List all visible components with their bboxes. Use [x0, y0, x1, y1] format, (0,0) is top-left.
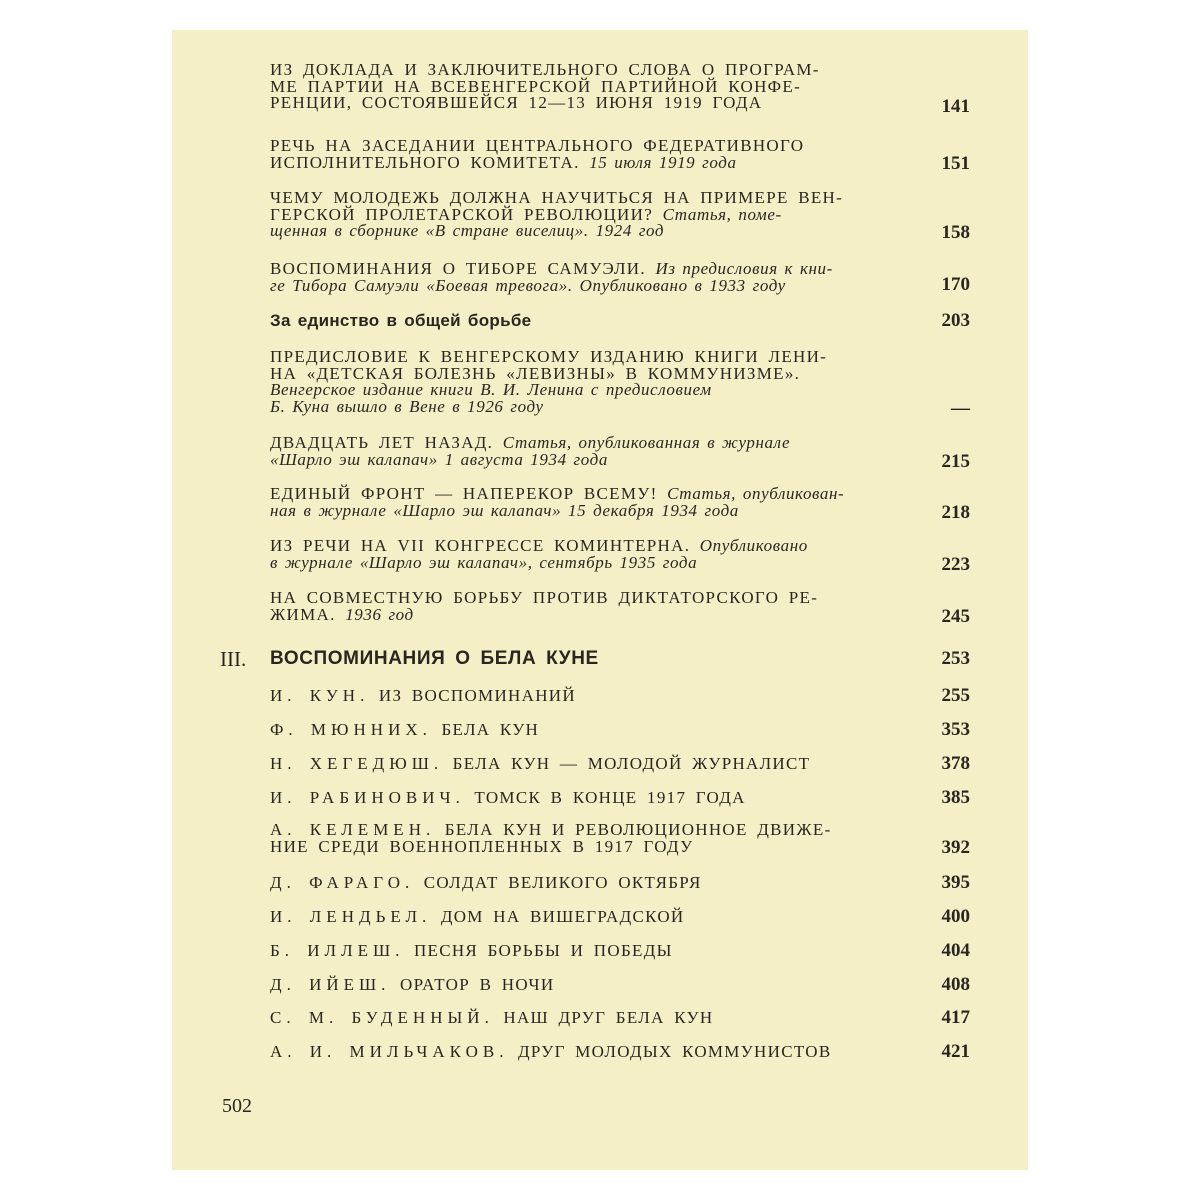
entry-title-text: СОЛДАТ ВЕЛИКОГО ОКТЯБРЯ: [414, 873, 702, 892]
entry-title-text: НИЕ СРЕДИ ВОЕННОПЛЕННЫХ В 1917 ГОДУ: [270, 836, 694, 856]
entry-line: [270, 934, 970, 968]
page-number-ref: 151: [941, 153, 970, 174]
section-numeral: III.: [220, 647, 247, 671]
entry-line: [270, 713, 970, 747]
page-number-ref: 215: [941, 451, 970, 472]
toc-entry: [270, 1035, 970, 1069]
entry-title-text: МЕ ПАРТИИ НА ВСЕВЕНГЕРСКОЙ ПАРТИЙНОЙ КОНФЕ-: [270, 76, 802, 96]
entry-title-text: ИСПОЛНИТЕЛЬНОГО КОМИТЕТА.: [270, 152, 590, 172]
page-number-ref: 141: [941, 96, 970, 117]
toc-entry: [270, 349, 970, 415]
folio-page-number: 502: [222, 1095, 252, 1117]
heading-line: [270, 642, 970, 676]
page-number-ref: 400: [941, 906, 970, 927]
entry-title-text: ПРЕДИСЛОВИЕ К ВЕНГЕРСКОМУ ИЗДАНИЮ КНИГИ ЛЕНИ-: [270, 347, 828, 366]
entry-note-italic: Из предисловия к кни-: [655, 259, 833, 278]
toc-entry: [270, 538, 970, 571]
page-number-ref: 408: [941, 974, 970, 995]
entry-title-text: НАШ ДРУГ БЕЛА КУН: [493, 1008, 714, 1027]
entry-line: [270, 449, 970, 469]
toc-entry: [270, 190, 970, 240]
page-number-ref: 404: [941, 940, 970, 961]
entry-title-text: ИЗ ВОСПОМИНАНИЙ: [369, 686, 576, 705]
entry-line: [270, 679, 970, 713]
toc-entry: [270, 138, 970, 171]
toc-entry: [270, 1001, 970, 1035]
toc-entry: [270, 900, 970, 934]
entry-line: [270, 866, 970, 900]
entry-note-italic: «Шарло эш калапач» 1 августа 1934 года: [270, 449, 608, 469]
entry-title-text: ПЕСНЯ БОРЬБЫ И ПОБЕДЫ: [404, 941, 673, 960]
entry-author: С. М. БУДЕННЫЙ.: [270, 1008, 494, 1027]
entry-title-text: БЕЛА КУН: [431, 720, 540, 739]
entry-line: [270, 275, 970, 295]
entry-line: [270, 968, 970, 1002]
page-number-ref: 421: [941, 1041, 970, 1062]
subsection-heading: [270, 304, 970, 338]
entry-author: Б. ИЛЛЕШ.: [270, 941, 405, 960]
entry-author: И. РАБИНОВИЧ.: [270, 788, 465, 807]
entry-title-text: ЕДИНЫЙ ФРОНТ — НАПЕРЕКОР ВСЕМУ!: [270, 484, 668, 503]
page-number-ref: 170: [941, 274, 970, 295]
page-number-ref: 417: [941, 1007, 970, 1028]
entry-note-italic: Статья, поме-: [662, 204, 782, 224]
entry-line: [270, 604, 970, 624]
entry-author: Ф. МЮННИХ.: [270, 720, 432, 739]
entry-title-text: ЖИМА.: [270, 604, 346, 624]
entry-line: [270, 1035, 970, 1069]
entry-line: [270, 781, 970, 815]
heading-text: ВОСПОМИНАНИЯ О БЕЛА КУНЕ: [270, 648, 599, 669]
heading-text: За единство в общей борьбе: [270, 311, 532, 330]
entry-note-italic: в журнале «Шарло эш калапач», сентябрь 1935 года: [270, 552, 698, 572]
entry-note-italic: Опубликовано: [699, 536, 808, 555]
toc-entry: [270, 261, 970, 294]
entry-line: [270, 1001, 970, 1035]
entry-note-italic: 1936 год: [345, 604, 414, 624]
toc-entry: [270, 590, 970, 623]
entry-author: Н. ХЕГЕДЮШ.: [270, 754, 444, 773]
page-number-ref: 253: [941, 648, 970, 669]
page-number-ref: 353: [941, 719, 970, 740]
entry-title-text: БЕЛА КУН И РЕВОЛЮЦИОННОЕ ДВИЖЕ-: [435, 820, 832, 839]
toc-entry: [270, 62, 970, 112]
entry-line: [270, 95, 970, 112]
entry-line: [270, 747, 970, 781]
entry-author: Д. ФАРАГО.: [270, 873, 415, 892]
toc-entry: [270, 934, 970, 968]
entry-title-text: ГЕРСКОЙ ПРОЛЕТАРСКОЙ РЕВОЛЮЦИИ?: [270, 204, 663, 224]
entry-line: [270, 900, 970, 934]
page-number-ref: 223: [941, 554, 970, 575]
entry-line: [270, 552, 970, 572]
toc-entry: [270, 713, 970, 747]
entry-note-italic: Статья, опубликован-: [667, 484, 845, 503]
entry-title-text: ДРУГ МОЛОДЫХ КОММУНИСТОВ: [508, 1042, 832, 1061]
book-page: [172, 30, 1028, 1170]
toc-entry: [270, 435, 970, 468]
entry-note-italic: ге Тибора Самуэли «Боевая тревога». Опубликовано в 1933 году: [270, 275, 786, 295]
page-number-ref: —: [951, 398, 970, 419]
entry-author: И. КУН.: [270, 686, 370, 705]
entry-note-italic: Венгерское издание книги В. И. Ленина с предисловием: [270, 380, 712, 399]
toc-entry: [270, 486, 970, 519]
heading-line: [270, 304, 970, 338]
entry-note-italic: 15 июля 1919 года: [589, 152, 737, 172]
entry-author: А. КЕЛЕМЕН.: [270, 820, 436, 839]
toc-entry: [270, 747, 970, 781]
section-heading: [270, 642, 970, 676]
toc-entry: [270, 866, 970, 900]
toc-entry: [270, 781, 970, 815]
entry-title-text: РЕЧЬ НА ЗАСЕДАНИИ ЦЕНТРАЛЬНОГО ФЕДЕРАТИВНОГО: [270, 136, 805, 155]
entry-title-text: ТОМСК В КОНЦЕ 1917 ГОДА: [464, 788, 746, 807]
page-number-ref: 245: [941, 606, 970, 627]
page-number-ref: 255: [941, 685, 970, 706]
page-number-ref: 378: [941, 753, 970, 774]
page-number-ref: 218: [941, 502, 970, 523]
entry-title-text: ИЗ ДОКЛАДА И ЗАКЛЮЧИТЕЛЬНОГО СЛОВА О ПРОГРАМ-: [270, 60, 820, 79]
toc-entry: [270, 822, 970, 855]
entry-line: [270, 836, 970, 856]
entry-line: [270, 223, 970, 240]
entry-author: А. И. МИЛЬЧАКОВ.: [270, 1042, 509, 1061]
toc-entry: [270, 968, 970, 1002]
entry-line: [270, 396, 970, 416]
entry-title-text: ДВАДЦАТЬ ЛЕТ НАЗАД.: [270, 433, 503, 452]
entry-line: [270, 152, 970, 172]
entry-title-text: ОРАТОР В НОЧИ: [390, 975, 555, 994]
entry-line: [270, 500, 970, 520]
toc-entry: [270, 679, 970, 713]
entry-title-text: НА СОВМЕСТНУЮ БОРЬБУ ПРОТИВ ДИКТАТОРСКОГО РЕ-: [270, 588, 819, 607]
entry-note-italic: ная в журнале «Шарло эш калапач» 15 декабря 1934 года: [270, 500, 739, 520]
entry-title-text: НА «ДЕТСКАЯ БОЛЕЗНЬ «ЛЕВИЗНЫ» В КОММУНИЗМЕ».: [270, 363, 801, 383]
page-number-ref: 392: [941, 837, 970, 858]
page-number-ref: 385: [941, 787, 970, 808]
entry-title-text: БЕЛА КУН — МОЛОДОЙ ЖУРНАЛИСТ: [443, 754, 811, 773]
entry-note-italic: Б. Куна вышло в Вене в 1926 году: [270, 396, 544, 416]
page-number-ref: 203: [941, 310, 970, 331]
entry-note-italic: Статья, опубликованная в журнале: [502, 433, 791, 452]
entry-title-text: ЧЕМУ МОЛОДЕЖЬ ДОЛЖНА НАУЧИТЬСЯ НА ПРИМЕРЕ ВЕН-: [270, 188, 844, 207]
entry-title-text: ДОМ НА ВИШЕГРАДСКОЙ: [431, 907, 685, 926]
entry-title-text: ИЗ РЕЧИ НА VII КОНГРЕССЕ КОМИНТЕРНА.: [270, 536, 700, 555]
entry-title-text: ВОСПОМИНАНИЯ О ТИБОРЕ САМУЭЛИ.: [270, 259, 656, 278]
page-number-ref: 158: [941, 222, 970, 243]
entry-title-text: РЕНЦИИ, СОСТОЯВШЕЙСЯ 12—13 ИЮНЯ 1919 ГОДА: [270, 93, 763, 112]
entry-note-italic: щенная в сборнике «В стране виселиц». 1924 год: [270, 221, 665, 240]
entry-author: И. ЛЕНДЬЕЛ.: [270, 907, 432, 926]
entry-author: Д. ИЙЕШ.: [270, 975, 391, 994]
page-number-ref: 395: [941, 872, 970, 893]
